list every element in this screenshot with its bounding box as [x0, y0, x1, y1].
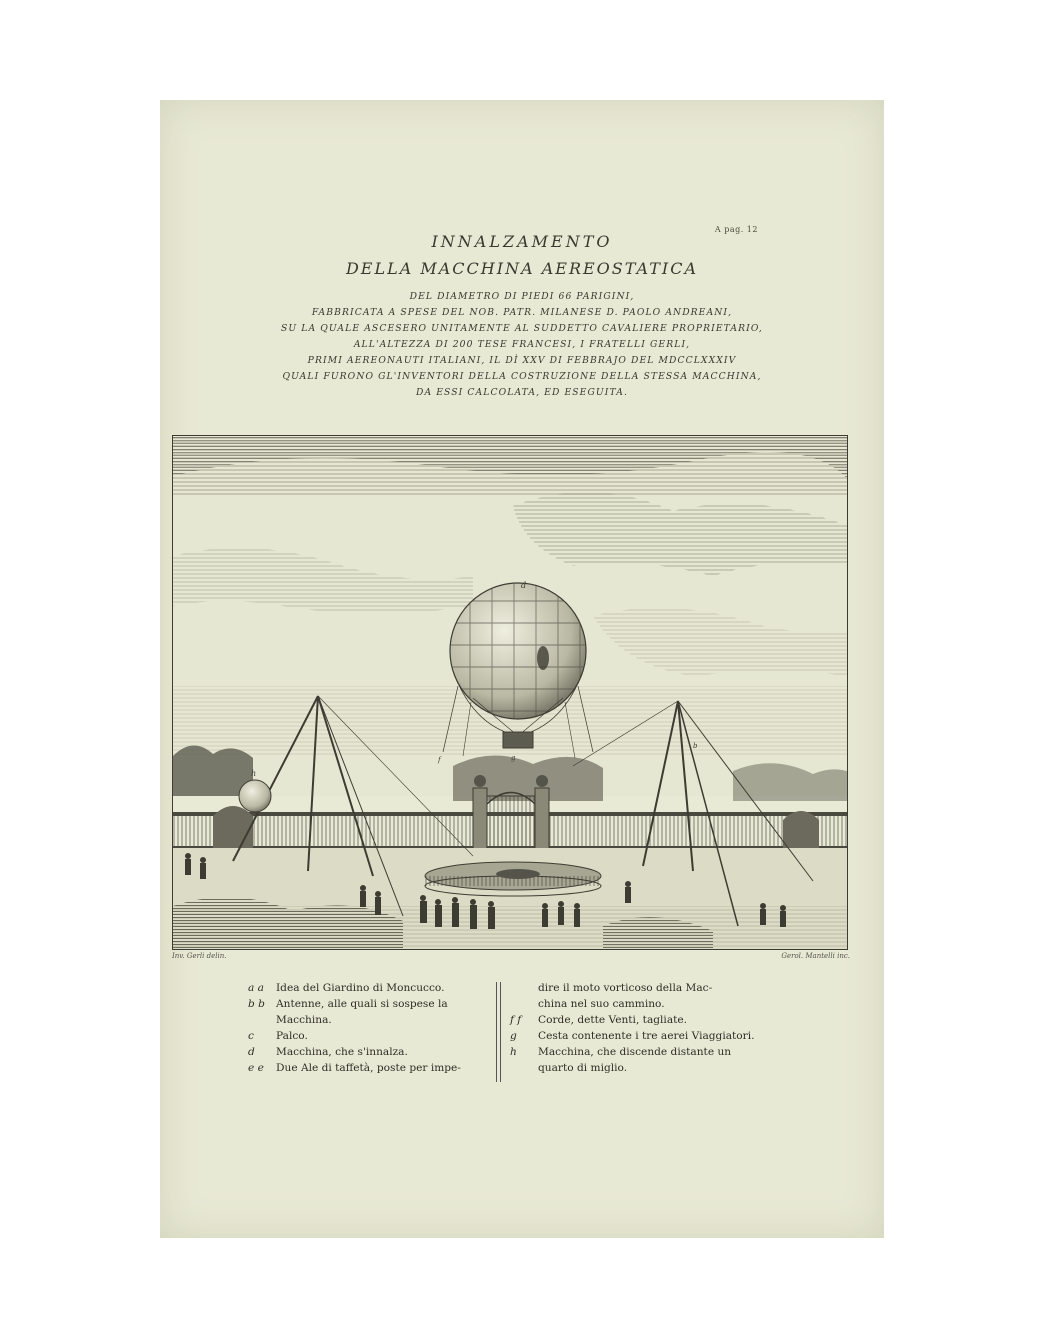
subtitle-line-6: QUALI FURONO GL'INVENTORI DELLA COSTRUZIONE DELLA STESSA MACCHINA, — [282, 371, 762, 382]
legend-item: g Cesta contenente i tre aerei Viaggiatori. — [510, 1030, 755, 1042]
legend-item: b b Antenne, alle quali si sospese la — [248, 998, 448, 1010]
subtitle-line-2: FABBRICATA A SPESE DEL NOB. PATR. MILANESE D. PAOLO ANDREANI, — [311, 307, 733, 318]
plate-letter-g: g — [511, 754, 516, 762]
legend-item: h Macchina, che discende distante un — [510, 1046, 732, 1058]
subtitle-line-4: ALL'ALTEZZA DI 200 TESE FRANCESI, I FRATELLI GERLI, — [353, 339, 691, 350]
balloon-launch-engraving — [173, 436, 848, 950]
plate-letter-h: h — [251, 769, 257, 778]
legend-item: d Macchina, che s'innalza. — [248, 1046, 408, 1058]
legend-right-column — [510, 980, 770, 1076]
legend-item: Macchina. — [276, 1014, 332, 1026]
legend-item: dire il moto vorticoso della Mac- — [538, 982, 713, 994]
legend-item: a a Idea del Giardino di Moncucco. — [248, 982, 445, 994]
plate-letter-d: d — [521, 581, 527, 590]
title-line-1: INNALZAMENTO — [431, 232, 613, 251]
title-line-2: DELLA MACCHINA AEREOSTATICA — [345, 259, 699, 278]
engraving-credit-right: Gerol. Mantelli inc. — [781, 952, 850, 960]
subtitle-line-1: DEL DIAMETRO DI PIEDI 66 PARIGINI, — [409, 291, 635, 302]
engraving-plate — [172, 435, 848, 950]
legend-item: c Palco. — [248, 1030, 308, 1042]
legend-item: quarto di miglio. — [538, 1062, 628, 1074]
legend-item: e e Due Ale di taffetà, poste per impe- — [248, 1062, 461, 1074]
book-page — [160, 100, 884, 1238]
subtitle-line-3: SU LA QUALE ASCESERO UNITAMENTE AL SUDDETTO CAVALIERE PROPRIETARIO, — [281, 323, 763, 334]
legend-item: china nel suo cammino. — [538, 998, 665, 1010]
legend-item: f f Corde, dette Venti, tagliate. — [510, 1014, 688, 1026]
subtitle-line-5: PRIMI AEREONAUTI ITALIANI, IL DÌ XXV DI FEBBRAJO DEL MDCCLXXXIV — [307, 355, 737, 366]
plate-letter-b: b — [693, 742, 698, 750]
subtitle-line-7: DA ESSI CALCOLATA, ED ESEGUITA. — [416, 387, 628, 398]
plate-letter-f: f — [438, 756, 441, 764]
engraving-credit-left: Inv. Gerli delin. — [172, 952, 227, 960]
descending-balloon — [239, 780, 271, 812]
legend-left-column — [248, 980, 498, 1076]
page-reference: A pag. 12 — [714, 225, 758, 234]
legend-divider — [500, 982, 501, 1082]
